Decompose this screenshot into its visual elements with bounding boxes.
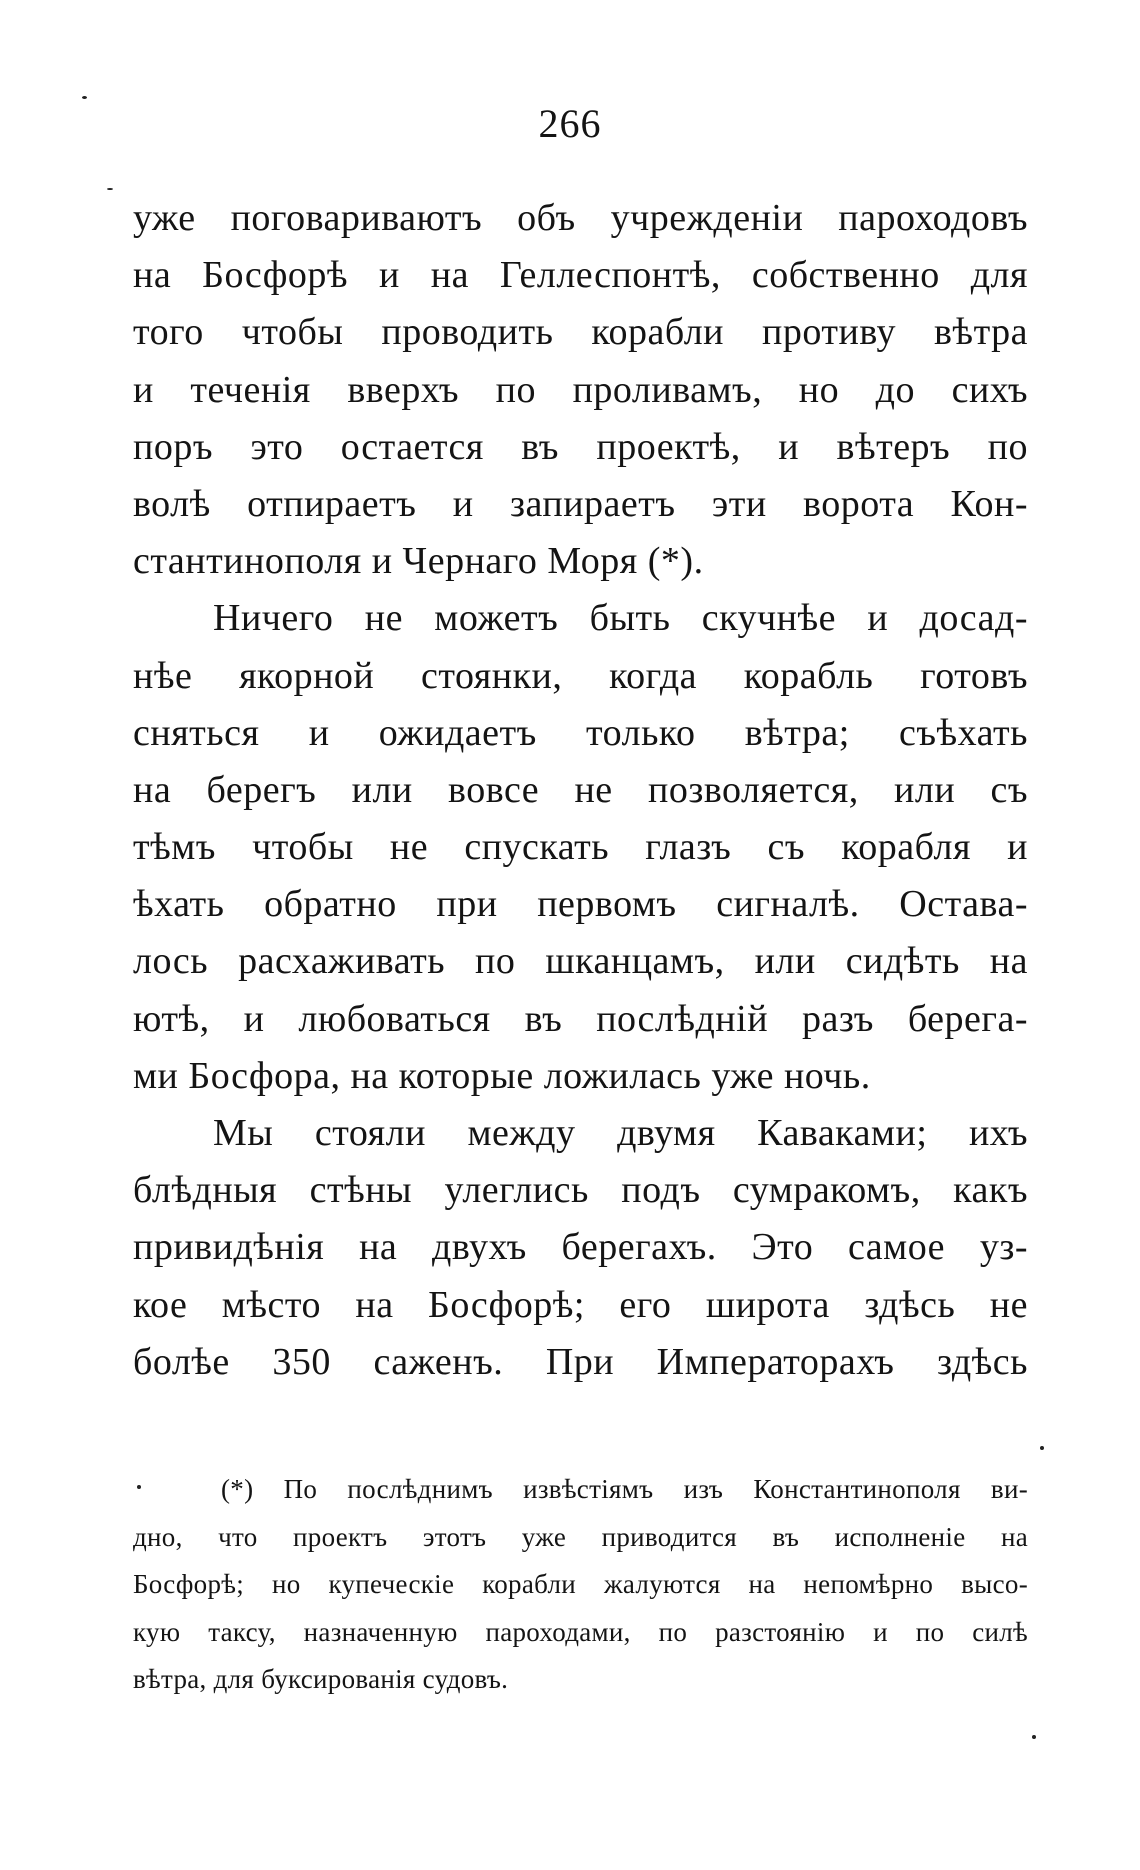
text-line: кое мѣсто на Босфорѣ; его широта здѣсь не	[133, 1283, 1028, 1326]
text-line: того чтобы проводить корабли противу вѣтра	[133, 311, 1028, 354]
text-line: Ничего не можетъ быть скучнѣе и досад-	[213, 597, 1028, 640]
page-number: 266	[538, 101, 602, 146]
print-speck	[137, 1485, 141, 1489]
text-line: поръ это остается въ проектѣ, и вѣтеръ по	[133, 425, 1028, 468]
text-line: лось расхаживать по шканцамъ, или сидѣть на	[133, 940, 1028, 983]
print-speck	[82, 96, 87, 99]
text-line: тѣмъ чтобы не спускать глазъ съ корабля и	[133, 826, 1028, 869]
text-line: уже поговариваютъ объ учрежденіи пароходовъ	[133, 197, 1028, 239]
text-line: на берегъ или вовсе не позволяется, или съ	[133, 768, 1028, 811]
print-speck	[1040, 1446, 1044, 1450]
text-line: сняться и ожидаетъ только вѣтра; съѣхать	[133, 711, 1028, 754]
body-text	[133, 190, 1028, 1391]
footnote-line: дно, что проектъ этотъ уже приводится въ исполненіе на	[133, 1521, 1028, 1552]
text-line: нѣе якорной стоянки, когда корабль готовъ	[133, 654, 1028, 697]
text-line: привидѣнія на двухъ берегахъ. Это самое уз-	[133, 1226, 1028, 1269]
footnote-line: кую таксу, назначенную пароходами, по разстоянію и по силѣ	[133, 1616, 1028, 1647]
footnote	[133, 1466, 1028, 1704]
text-line: на Босфорѣ и на Геллеспонтѣ, собственно для	[133, 254, 1028, 297]
text-line: блѣдныя стѣны улеглись подъ сумракомъ, какъ	[133, 1169, 1028, 1212]
print-speck	[107, 188, 113, 190]
text-line: ми Босфора, на которые ложилась уже ночь.	[133, 1054, 871, 1097]
text-line: стантинополя и Чернаго Моря (*).	[133, 540, 704, 583]
footnote-line: вѣтра, для буксированія судовъ.	[133, 1664, 509, 1694]
text-line: ютѣ, и любоваться въ послѣдній разъ берега-	[133, 997, 1028, 1040]
text-line: ѣхать обратно при первомъ сигналѣ. Остава-	[133, 883, 1028, 926]
footnote-line: (*) По послѣднимъ извѣстіямъ изъ Константинополя ви-	[221, 1474, 1028, 1504]
text-line: волѣ отпираетъ и запираетъ эти ворота Кон-	[133, 482, 1028, 525]
text-line: болѣе 350 саженъ. При Императорахъ здѣсь	[133, 1340, 1028, 1383]
footnote-line: Босфорѣ; но купеческіе корабли жалуются на непомѣрно высо-	[133, 1569, 1028, 1599]
print-speck	[1032, 1735, 1036, 1739]
text-line: и теченія вверхъ по проливамъ, но до сихъ	[133, 368, 1028, 411]
text-line: Мы стояли между двумя Каваками; ихъ	[213, 1112, 1028, 1154]
